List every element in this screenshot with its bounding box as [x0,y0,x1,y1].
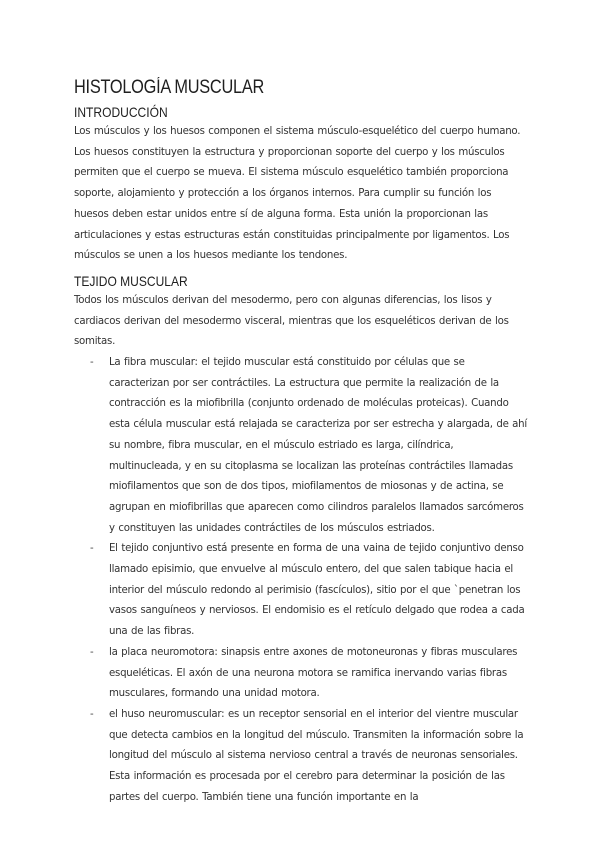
list-item-text: la placa neuromotora: sinapsis entre axones de motoneuronas y fibras musculares esqueléticas. El axón de una neurona motora se ramifica inervando varias fibras musculares, formando una unidad motora. [109,646,518,700]
intro-heading: INTRODUCCIÓN [74,104,168,120]
list-item-text: La fibra muscular: el tejido muscular está constituido por células que se caracterizan por ser contráctiles. La estructura que permite la realización de la contracción es la miofibrilla (conjunto ordenado de moléculas proteicas). Cuando esta célula muscular está relajada se caracteriza por ser estrecha y alargada, de ahí su nombre, fibra muscular, en el músculo estriado es larga, cilíndrica, multinucleada, y en su citoplasma se localizan las proteínas contráctiles llamadas miofilamentos que son de dos tipos, miofilamentos de miosonas y de actina, se agrupan en miofibrillas que aparecen como cilindros paralelos llamados sarcómeros y constituyen las unidades contráctiles de los músculos estriados. [109,357,527,534]
tejido-heading: TEJIDO MUSCULAR [74,272,188,289]
bullet-dash: - [90,708,94,720]
bullet-dash: - [90,646,94,658]
list-item [90,353,528,539]
bullet-dash: - [90,357,94,369]
bullet-dash: - [90,543,94,555]
document-title: HISTOLOGÍA MUSCULAR [74,77,265,98]
bullet-list [74,353,528,808]
list-item [90,539,528,643]
tejido-paragraph: Todos los músculos derivan del mesodermo, pero con algunas diferencias, los lisos y cardiacos derivan del mesodermo visceral, mientras que los esqueléticos derivan de los somitas. [74,294,509,348]
list-item [90,643,528,705]
list-item-text: el huso neuromuscular: es un receptor sensorial en el interior del vientre muscular que detecta cambios en la longitud del músculo. Transmiten la información sobre la longitud del músculo al sistema nervioso central a través de neuronas sensoriales. Esta información es procesada por el cerebro para determinar la posición de las partes del cuerpo. También tiene una función importante en la [109,708,524,803]
list-item [90,705,528,809]
list-item-text: El tejido conjuntivo está presente en forma de una vaina de tejido conjuntivo denso llamado episimio, que envuelve al músculo entero, del que salen tabique hacia el interior del músculo redondo al perimisio (fascículos), sitio por el que `penetran los vasos sanguíneos y nerviosos. El endomisio es el retículo delgado que rodea a cada una de las fibras. [109,543,525,638]
intro-paragraph: Los músculos y los huesos componen el sistema músculo-esquelético del cuerpo humano. Los huesos constituyen la estructura y proporcionan soporte del cuerpo y los músculos permiten que el cuerpo se mueva. El sistema músculo esquelético también proporciona soporte, alojamiento y protección a los órganos internos. Para cumplir su función los huesos deben estar unidos entre sí de alguna forma. Esta unión la proporcionan las articulaciones y estas estructuras están constituidas principalmente por ligamentos. Los músculos se unen a los huesos mediante los tendones. [74,126,521,262]
